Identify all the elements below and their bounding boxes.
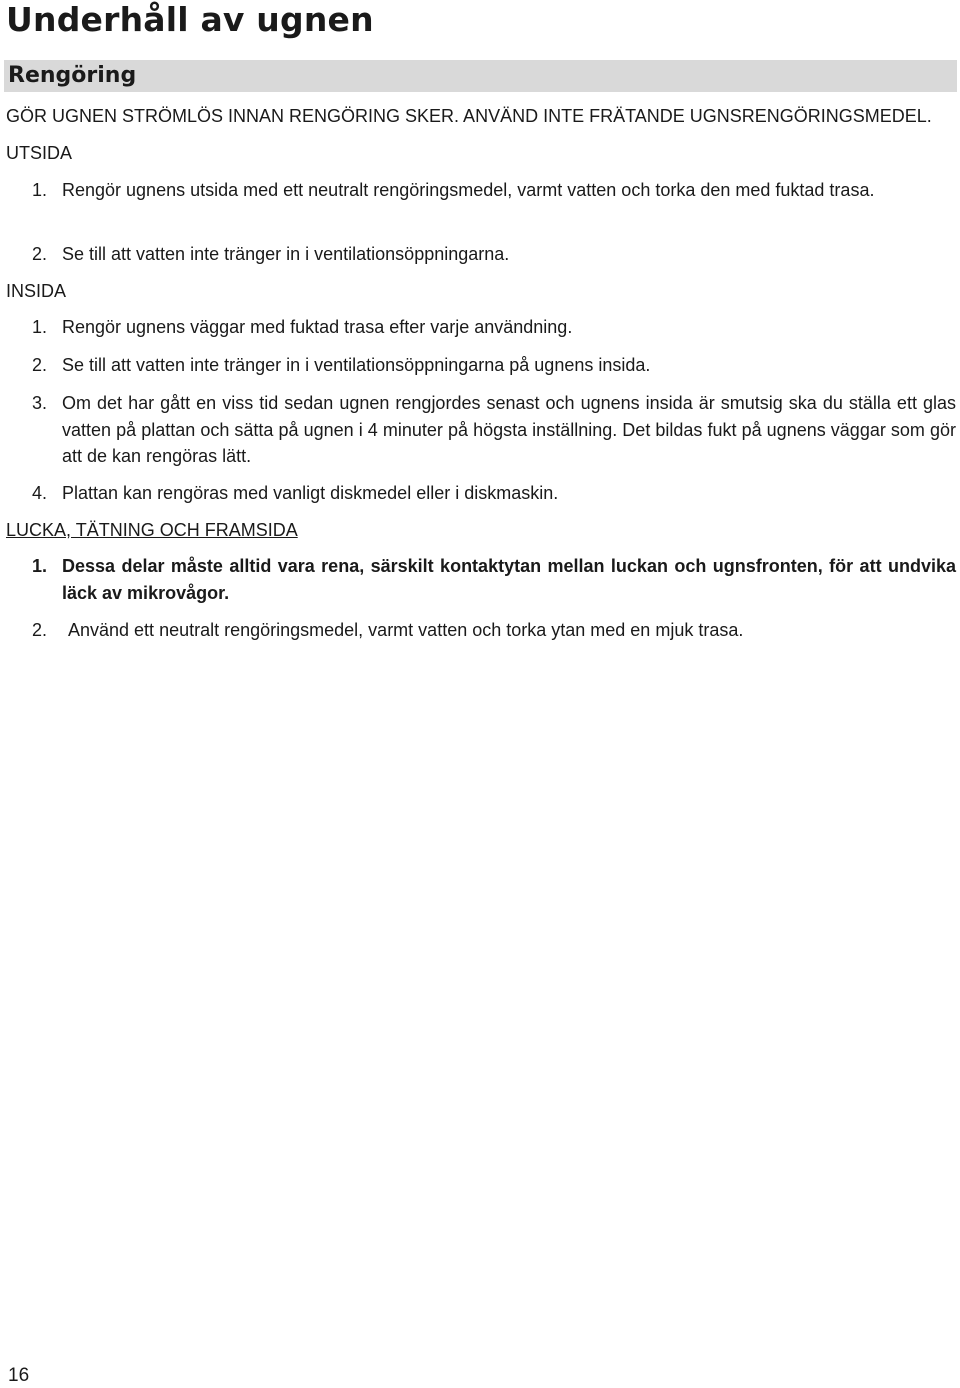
page-title: Underhåll av ugnen <box>6 0 374 39</box>
list-item-insida-2 <box>6 352 956 379</box>
page-number: 16 <box>8 1365 30 1386</box>
list-item-text: Rengör ugnens väggar med fuktad trasa efter varje användning. <box>62 317 573 337</box>
list-item-number: 1. <box>32 317 48 337</box>
list-item-number: 1. <box>32 180 48 200</box>
section-header-band <box>4 60 957 92</box>
list-item-text: Se till att vatten inte tränger in i ventilationsöppningarna på ugnens insida. <box>62 355 651 375</box>
list-item-insida-4 <box>6 480 956 507</box>
safety-warning: GÖR UGNEN STRÖMLÖS INNAN RENGÖRING SKER. ANVÄND INTE FRÄTANDE UGNSRENGÖRINGSMEDEL. <box>6 106 932 126</box>
subheading-lucka: LUCKA, TÄTNING OCH FRAMSIDA <box>6 520 298 540</box>
list-item-text: Plattan kan rengöras med vanligt diskmedel eller i diskmaskin. <box>62 483 559 503</box>
list-item-insida-1 <box>6 314 956 341</box>
section-title: Rengöring <box>8 63 137 88</box>
list-item-number: 3. <box>32 393 48 413</box>
list-item-text: Dessa delar måste alltid vara rena, särskilt kontaktytan mellan luckan och ugnsfronten, för att undvika läck av mikrovågor. <box>62 556 956 603</box>
list-item-number: 2. <box>32 355 48 375</box>
subheading-utsida: UTSIDA <box>6 143 73 163</box>
list-item-utsida-2 <box>6 241 956 268</box>
list-item-number: 2. <box>32 620 48 640</box>
subheading-insida: INSIDA <box>6 281 67 301</box>
list-item-text: Använd ett neutralt rengöringsmedel, varmt vatten och torka ytan med en mjuk trasa. <box>68 620 744 640</box>
list-item-number: 4. <box>32 483 48 503</box>
list-item-text: Se till att vatten inte tränger in i ventilationsöppningarna. <box>62 244 510 264</box>
list-item-text: Rengör ugnens utsida med ett neutralt rengöringsmedel, varmt vatten och torka den med fuktad trasa. <box>62 180 875 200</box>
list-item-insida-3 <box>6 390 956 470</box>
list-item-text: Om det har gått en viss tid sedan ugnen rengjordes senast och ugnens insida är smutsig ska du ställa ett glas vatten på plattan och sätta på ugnen i 4 minuter på högsta inställning. Det bildas fukt på ugnens väggar som gör att de kan rengöras lätt. <box>62 393 956 466</box>
list-item-number: 2. <box>32 244 48 264</box>
list-item-number: 1. <box>32 556 48 576</box>
list-item-lucka-2 <box>6 617 956 644</box>
list-item-lucka-1 <box>6 553 956 606</box>
list-item-utsida-1 <box>6 177 956 204</box>
